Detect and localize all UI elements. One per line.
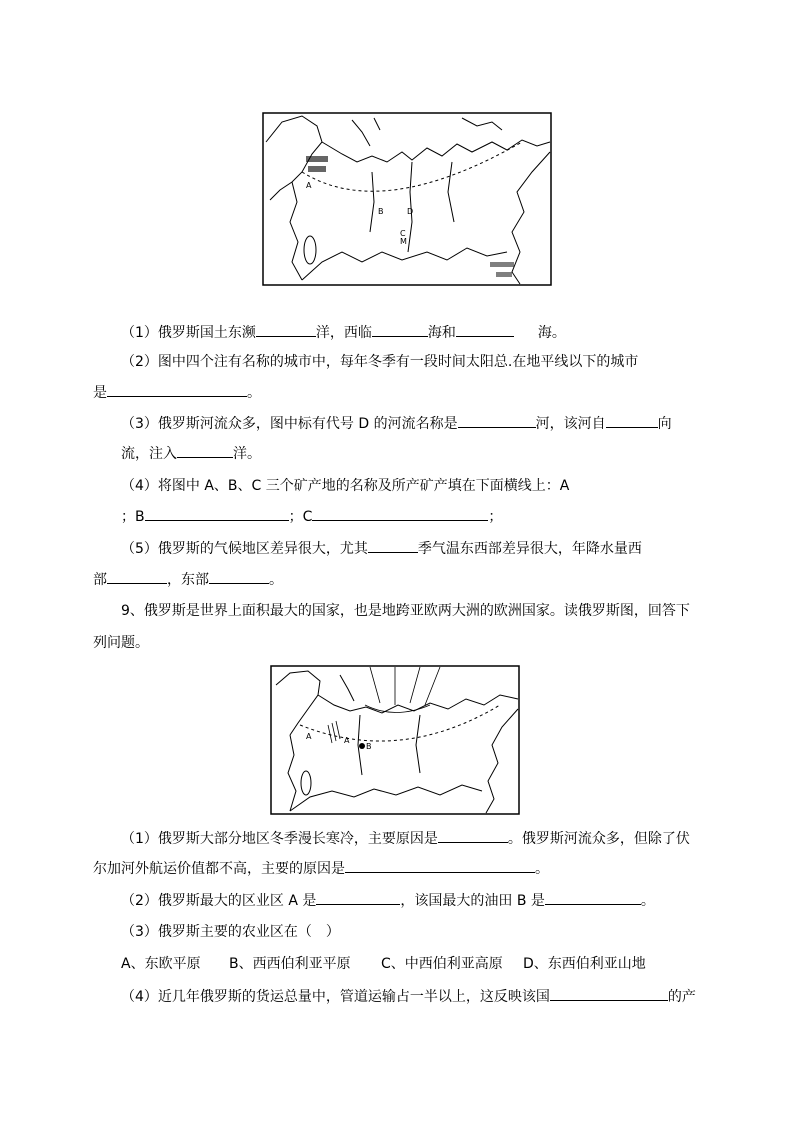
q9-part1-line1: （1）俄罗斯大部分地区冬季漫长寒冷，主要原因是 。俄罗斯河流众多，但除了伏 <box>121 828 690 849</box>
answer-blank[interactable] <box>256 322 316 337</box>
answer-blank[interactable] <box>606 413 658 428</box>
q8-part1: （1）俄罗斯国土东濒 洋，西临 海和 海。 <box>121 322 566 343</box>
answer-blank[interactable] <box>368 538 418 553</box>
russia-map-1-drawing <box>262 112 552 286</box>
q8-part3-line1: （3）俄罗斯河流众多，图中标有代号 D 的河流名称是 河，该河自 向 <box>121 413 672 434</box>
q9-part2: （2）俄罗斯最大的区业区 A 是 ，该国最大的油田 B 是 。 <box>121 890 655 911</box>
q9-intro-line1: 9、俄罗斯是世界上面积最大的国家，也是地跨亚欧两大洲的欧洲国家。读俄罗斯图，回答下 <box>121 603 690 619</box>
city-label-mark <box>490 262 514 267</box>
q9-part1-line2: 尔加河外航运价值都不高，主要的原因是 。 <box>93 858 549 879</box>
q9-part4: （4）近几年俄罗斯的货运总量中，管道运输占一半以上，这反映该国 的产 <box>121 986 696 1007</box>
map2-label-b: B <box>366 742 372 751</box>
answer-blank[interactable] <box>458 413 536 428</box>
map2-label-a: A <box>344 736 350 745</box>
map1-label-d: D <box>407 207 414 216</box>
option-d[interactable]: D、东西伯利亚山地 <box>523 956 646 972</box>
q8-part4-line2: ；B ；C ； <box>121 506 502 527</box>
russia-map-1 <box>262 112 552 286</box>
answer-blank[interactable] <box>550 986 668 1001</box>
q8-part2-line2: 是 。 <box>93 382 261 403</box>
q8-part4-line1: （4）将图中 A、B、C 三个矿产地的名称及所产矿产填在下面横线上：A <box>121 478 570 494</box>
city-label-mark <box>496 272 512 277</box>
oilfield-marker <box>359 743 365 749</box>
q8-part5-line2: 部 ，东部 。 <box>93 569 283 590</box>
q8-part5-line1: （5）俄罗斯的气候地区差异很大，尤其 季气温东西部差异很大，年降水量西 <box>121 538 642 559</box>
map1-label-m: M <box>400 237 407 246</box>
q8-part3-line2: 流，注入 洋。 <box>121 443 261 464</box>
q8-part2-line1: （2）图中四个注有名称的城市中，每年冬季有一段时间太阳总.在地平线以下的城市 <box>121 354 639 370</box>
q9-intro-line2: 列问题。 <box>93 635 149 651</box>
answer-blank[interactable] <box>316 890 400 905</box>
answer-blank[interactable] <box>545 890 641 905</box>
city-label-mark <box>308 166 326 172</box>
answer-blank[interactable] <box>345 858 535 873</box>
russia-map-2 <box>270 665 520 815</box>
map1-label-c: C <box>400 229 406 238</box>
option-b[interactable]: B、西西伯利亚平原 <box>229 956 351 972</box>
map1-label-b: B <box>378 207 384 216</box>
q9-part3: （3）俄罗斯主要的农业区在（ ） <box>121 924 340 940</box>
city-label-mark <box>306 156 328 162</box>
q9-options <box>121 954 646 974</box>
answer-blank[interactable] <box>209 569 269 584</box>
option-c[interactable]: C、中西伯利亚高原 <box>381 956 503 972</box>
answer-blank[interactable] <box>145 506 289 521</box>
answer-blank[interactable] <box>107 382 247 397</box>
answer-blank[interactable] <box>312 506 488 521</box>
answer-blank[interactable] <box>372 322 428 337</box>
option-a[interactable]: A、东欧平原 <box>121 956 201 972</box>
russia-map-2-drawing <box>270 665 520 815</box>
map1-label-a: A <box>306 181 312 190</box>
map2-label-a-small: A <box>306 732 312 741</box>
answer-blank[interactable] <box>177 443 233 458</box>
answer-blank[interactable] <box>438 828 508 843</box>
answer-blank[interactable] <box>456 322 514 337</box>
answer-blank[interactable] <box>107 569 167 584</box>
